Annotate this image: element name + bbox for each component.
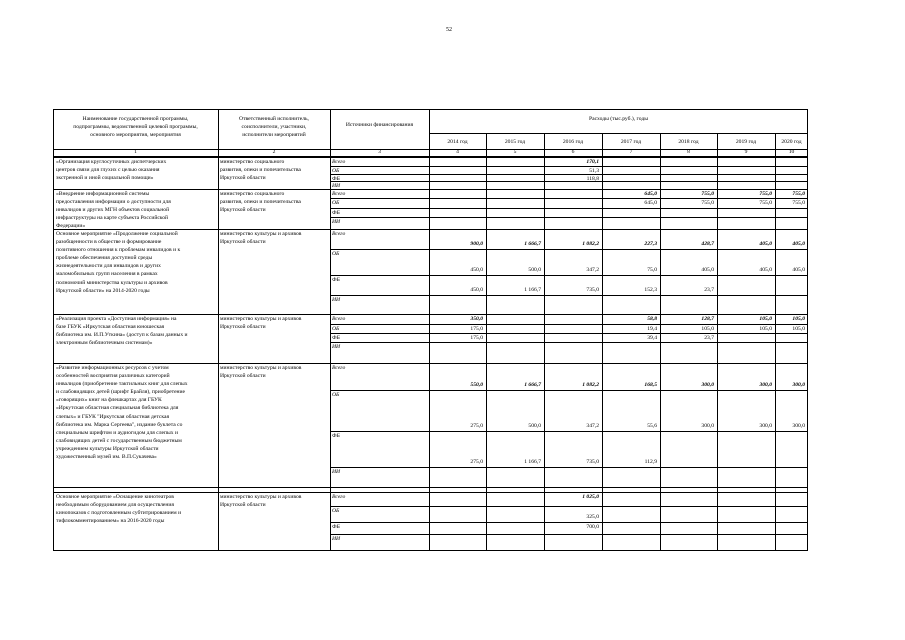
header-year: 2018 год	[678, 139, 699, 145]
funding-source-label: ФБ	[332, 335, 340, 341]
header-divider	[429, 133, 808, 134]
expense-value: 227,3	[644, 241, 657, 247]
expense-value: 405,0	[792, 267, 805, 273]
source-row-divider	[330, 390, 808, 391]
funding-source-label: Всего	[332, 316, 346, 322]
funding-source-label: ОБ	[332, 392, 340, 398]
expense-value: 300,0	[759, 423, 772, 429]
expense-value: 500,0	[528, 423, 541, 429]
program-name: Основное мероприятие «Оснащение кинотеатров необходимым оборудованием для осуществления кинопоказов с подготовленным субтитрированием и тифлокомментированием» на 2016-2020 годы	[56, 494, 182, 525]
expense-value: 105,0	[792, 326, 805, 332]
expense-value: 175,0	[470, 326, 483, 332]
source-row-divider	[330, 333, 808, 334]
funding-source-label: ИИ	[332, 183, 341, 189]
source-row-divider	[330, 275, 808, 276]
expense-value: 550,0	[470, 382, 483, 388]
column-number: 5	[513, 149, 517, 155]
expense-value: 23,7	[704, 287, 714, 293]
expense-value: 405,0	[759, 241, 772, 247]
header-year: 2014 год	[447, 139, 468, 145]
executor-name: министерство культуры и архивов Иркутской области	[220, 365, 302, 380]
executor-name: министерство культуры и архивов Иркутской области	[220, 494, 302, 509]
executor-name: министерство культуры и архивов Иркутской области	[220, 316, 302, 331]
funding-source-label: Всего	[332, 159, 346, 165]
expense-value: 325,0	[586, 514, 599, 520]
expense-value: 1 166,7	[524, 459, 541, 465]
funding-source-label: ФБ	[332, 210, 340, 216]
funding-source-label: ФБ	[332, 176, 340, 182]
source-row-divider	[330, 249, 808, 250]
funding-source-label: ИИ	[332, 469, 341, 475]
expense-value: 105,0	[759, 326, 772, 332]
expense-value: 645,0	[644, 191, 657, 197]
funding-source-label: Всего	[332, 365, 346, 371]
program-name: Основное мероприятие «Продолжение социальной разобщенности в обществе и формирование позитивного отношения к проблемам инвалидов и к проблеме обеспечения доступной среды жизнедеятельности для инвалидов и других маломобильных групп населения в рамках полномочий министерства культуры и архивов Иркутской области» на 2014-2020 годы	[56, 231, 181, 294]
expense-value: 700,0	[586, 524, 599, 530]
column-divider	[330, 109, 331, 551]
column-number: 10	[788, 149, 795, 155]
expense-value: 105,0	[792, 316, 805, 322]
expense-value: 347,2	[586, 423, 599, 429]
funding-source-label: Всего	[332, 494, 346, 500]
source-row-divider	[330, 181, 808, 182]
expense-value: 300,0	[701, 423, 714, 429]
expense-value: 51,3	[589, 168, 599, 174]
column-number: 8	[687, 149, 690, 155]
expense-value: 900,0	[470, 241, 483, 247]
funding-source-label: ОБ	[332, 326, 340, 332]
funding-source-label: ОБ	[332, 251, 340, 257]
expense-value: 105,0	[701, 326, 714, 332]
expense-value: 735,0	[586, 459, 599, 465]
expense-value: 347,2	[586, 267, 599, 273]
expense-value: 755,0	[701, 191, 714, 197]
funding-source-label: ИИ	[332, 344, 341, 350]
executor-name: министерство культуры и архивов Иркутской области	[220, 231, 302, 246]
funding-source-label: ИИ	[332, 219, 341, 225]
column-number: 2	[272, 149, 276, 155]
expense-value: 105,0	[759, 316, 772, 322]
program-name: «Развитие информационных ресурсов с учетом особенностей восприятия различных категорий инвалидов (приобретение тактильных книг для слепых и слабовидящих детей (шрифт Брайля), приобретение «говорящих» книг на флешкартах для ГБУК «Иркутская областная специальная библиотека для слепых» и ГБУК "Иркутская областная детская библиотека им. Марка Сергеева", издание буклета со специальным шрифтом и аудиогидом для слепых и слабовидящих детей с государственным бюджетным учреждением культуры Иркутской области художественный музей им. В.П.Сукачева»	[56, 365, 188, 461]
source-row-divider	[330, 208, 808, 209]
funding-source-label: ОБ	[332, 508, 340, 514]
expense-value: 275,0	[470, 459, 483, 465]
header-year: 2019 год	[735, 139, 757, 145]
program-name: «Реализация проекта «Доступная информация» на базе ГБУК «Иркутская областная юношеская библиотека им. И.П.Уткина» (доступ к базам данных и электронным библиотечным системам)»	[56, 316, 188, 347]
expense-value: 118,8	[586, 176, 599, 182]
source-row-divider	[330, 506, 808, 507]
expense-value: 450,0	[470, 287, 483, 293]
expense-value: 755,0	[792, 200, 805, 206]
source-row-divider	[330, 295, 808, 296]
expense-value: 1 082,2	[582, 241, 599, 247]
expense-value: 405,0	[701, 267, 714, 273]
expense-value: 755,0	[759, 191, 772, 197]
expense-value: 112,9	[644, 459, 657, 465]
executor-name: министерство социального развития, опеки и попечительства Иркутской области	[220, 159, 301, 182]
column-number: 3	[378, 149, 381, 155]
funding-source-label: ФБ	[332, 277, 340, 283]
expense-value: 1 025,0	[582, 494, 599, 500]
expense-value: 39,4	[647, 335, 657, 341]
header-executor: Ответственный исполнитель, соисполнители, участники, исполнители мероприятий	[239, 116, 309, 139]
expense-value: 58,8	[647, 316, 657, 322]
funding-source-label: ОБ	[332, 168, 340, 174]
expense-value: 1 666,7	[524, 241, 541, 247]
expense-value: 75,0	[647, 267, 657, 273]
source-row-divider	[330, 467, 808, 468]
expense-value: 19,4	[647, 326, 657, 332]
expense-value: 300,0	[792, 382, 805, 388]
program-name: «Внедрение информационной системы предоставления информации о доступности для инвалидов и других МГН объектов социальной инфраструктуры на карте субъекта Российской Федерации»	[56, 191, 171, 230]
source-row-divider	[330, 342, 808, 343]
expense-value: 300,0	[792, 423, 805, 429]
expense-value: 645,0	[644, 200, 657, 206]
executor-name: министерство социального развития, опеки и попечительства Иркутской области	[220, 191, 301, 214]
funding-source-label: ФБ	[332, 433, 340, 439]
expense-value: 1 166,7	[524, 287, 541, 293]
column-number: 7	[629, 149, 633, 155]
header-source: Источники финансирования	[345, 122, 414, 128]
header-expenses: Расходы (тыс.руб.), годы	[589, 116, 648, 122]
header-year: 2016 год	[562, 139, 584, 145]
expense-value: 428,7	[701, 241, 714, 247]
expense-value: 152,3	[644, 287, 657, 293]
program-name: «Организация круглосуточных диспетчерских центров связи для глухих с целью оказания экстренной и иной социальной помощи»	[56, 159, 167, 182]
column-number: 9	[744, 149, 748, 155]
funding-source-label: ИИ	[332, 536, 341, 542]
expense-value: 128,7	[701, 316, 714, 322]
expense-value: 405,0	[792, 241, 805, 247]
expense-value: 350,0	[470, 316, 483, 322]
expense-value: 55,6	[647, 423, 657, 429]
header-year: 2017 год	[620, 139, 642, 145]
expense-value: 168,5	[644, 382, 657, 388]
page-number: 52	[446, 27, 452, 33]
column-divider	[218, 109, 219, 551]
expense-value: 755,0	[759, 200, 772, 206]
funding-table	[53, 109, 808, 551]
source-row-divider	[330, 431, 808, 432]
column-number: 6	[571, 149, 575, 155]
expense-value: 300,0	[759, 382, 772, 388]
expense-value: 300,0	[701, 382, 714, 388]
funding-source-label: ФБ	[332, 524, 340, 530]
header-year: 2015 год	[504, 139, 526, 145]
column-number: 1	[134, 149, 137, 155]
expense-value: 755,0	[701, 200, 714, 206]
funding-source-label: ИИ	[332, 297, 341, 303]
expense-value: 500,0	[528, 267, 541, 273]
source-row-divider	[330, 534, 808, 535]
funding-source-label: Всего	[332, 191, 346, 197]
header-program: Наименование государственной программы, подпрограммы, ведомственной целевой программы, основного мероприятия, мероприятия	[73, 116, 198, 139]
column-number: 4	[456, 149, 459, 155]
expense-value: 405,0	[759, 267, 772, 273]
expense-value: 450,0	[470, 267, 483, 273]
expense-value: 275,0	[470, 423, 483, 429]
header-year: 2020 год	[781, 139, 802, 145]
expense-value: 175,0	[470, 335, 483, 341]
source-row-divider	[330, 217, 808, 218]
expense-value: 23,7	[704, 335, 714, 341]
block-divider	[53, 487, 808, 488]
expense-value: 735,0	[586, 287, 599, 293]
expense-value: 755,0	[792, 191, 805, 197]
expense-value: 170,1	[586, 159, 599, 165]
funding-source-label: ОБ	[332, 200, 340, 206]
expense-value: 1 082,2	[582, 382, 599, 388]
funding-source-label: Всего	[332, 231, 346, 237]
expense-value: 1 666,7	[524, 382, 541, 388]
